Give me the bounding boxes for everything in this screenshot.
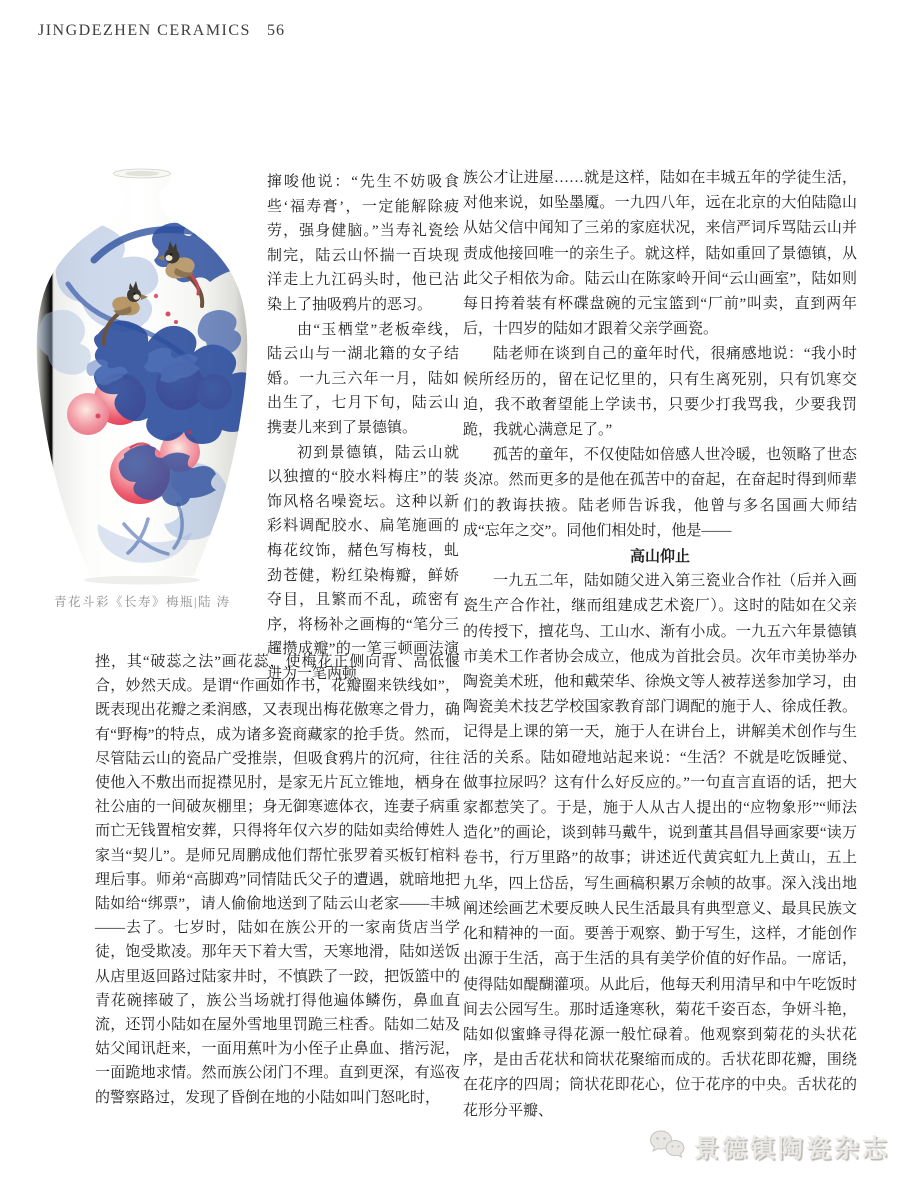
paragraph: 一九五二年，陆如随父进入第三瓷业合作社（后并入画瓷生产合作社，继而组建成艺术瓷厂）。这时的陆如在父亲的传授下，擅花鸟、工山水、渐有小成。一九五六年景德镇市美术工作者协会成立，他成为首批会员。次年市美协举办陶瓷美术班，他和戴荣华、徐焕文等人被荐送参加学习，由陶瓷美术技艺学校国家教育部门调配的施于人、徐成任教。记得是上课的第一天，施于人在讲台上，讲解美术创作与生活的关系。陆如磴地站起来说：“生活？不就是吃饭睡觉、做事拉尿吗？这有什么好反应的。”一句直言直语的话，把大家都惹笑了。于是，施于人从古人提出的“应物象形”“师法造化”的画论，谈到韩马戴牛，说到董其昌倡导画家要“读万卷书，行万里路”的故事；讲述近代黄宾虹九上黄山，五上九华，四上岱岳，写生画稿积累万余帧的故事。深入浅出地阐述绘画艺术要反映人民生活最具有典型意义、最具民族文化和精神的一面。要善于观察、勤于写生，这样，才能创作出源于生活，高于生活的具有美学价值的好作品。一席话，使得陆如醍醐灌项。从此后，他每天利用清早和中午吃饭时间去公园写生。那时适逢寒秋，菊花千姿百态，争妍斗艳，陆如似蜜蜂寻得花源一般忙碌着。他观察到菊花的头状花序，是由舌花状和筒状花聚缩而成的。舌状花即花瓣，围绕在花序的四周；筒状花即花心，位于花序的中央。舌状花的花形分平瓣、: [463, 573, 857, 1119]
watermark-label: 景德镇陶瓷杂志: [694, 1134, 891, 1163]
paragraph: 撺唆他说：“先生不妨吸食些‘福寿膏’，一定能解除疲劳，强身健脑。”当寿礼瓷绘制完，陆云山怀揣一百块现洋走上九江码头时，他已沾染上了抽吸鸦片的恶习。: [267, 174, 459, 313]
vase-illustration: [28, 164, 256, 588]
page-header: [38, 22, 285, 40]
paragraph: 孤苦的童年，不仅使陆如倍感人世冷暖，也领略了世态炎凉。然而更多的是他在孤苦中的奋起，在奋起时得到师辈们的教诲扶掖。陆老师告诉我，他曾与多名国画大师结成“忘年之交”。同他们相处时，他是——: [463, 447, 857, 539]
paragraph: 陆老师在谈到自己的童年时代，很痛感地说：“我小时候所经历的，留在记忆里的，只有生离死别，只有饥寒交迫，我不敢奢望能上学读书，只要少打我骂我，少要我罚跪，我就心满意足了。”: [463, 346, 857, 439]
wechat-chat-bubbles-icon: [648, 1128, 686, 1165]
left-column-lower: [95, 650, 460, 1110]
section-heading: 高山仰止: [629, 548, 690, 566]
magazine-watermark: [648, 1128, 890, 1165]
page-number: 56: [266, 22, 285, 39]
paragraph: 挫，其“破蕊之法”画花蕊，使梅花正侧向背、高低偃合，妙然天成。是谓“作画如作书，花瓣圈来铁线如”，既表现出花瓣之柔润感，又表现出梅花傲寒之骨力，确有“野梅”的特点，成为诸多瓷商藏家的抢手货。然而，尽管陆云山的瓷品广受推崇，但吸食鸦片的沉疴，往往使他入不敷出而捉襟见肘，是家无片瓦立锥地，栖身在社公庙的一间破灰棚里；身无御寒遮体衣，连妻子病重而亡无钱置棺安葬，只得将年仅六岁的陆如卖给傅姓人家当“契儿”。是师兄周鹏成他们帮忙张罗着买板钉棺料理后事。师弟“高脚鸡”同情陆氏父子的遭遇，就暗地把陆如给“绑票”，请人偷偷地送到了陆云山老家——丰城——去了。七岁时，陆如在族公开的一家南货店当学徒，饱受欺凌。那年天下着大雪，天寒地滑，陆如送饭从店里返回路过陆家井时，不慎跌了一跤，把饭篮中的青花碗摔破了，族公当场就打得他遍体鳞伤，鼻血直流，还罚小陆如在屋外雪地里罚跪三柱香。陆如二姑及姑父闻讯赶来，一面用蕉叶为小侄子止鼻血、揩污泥，一面跪地求情。然而族公闭门不理。直到更深，有巡夜的警察路过，发现了昏倒在地的小陆如叫门怒叱时，: [95, 654, 460, 1106]
paragraph: 族公才让进屋……就是这样，陆如在丰城五年的学徒生活，对他来说，如坠墨魇。一九四八年，远在北京的大伯陆隐山从姑父信中闻知了三弟的家庭状况，来信严词斥骂陆云山并责成他接回唯一的亲生子。就这样，陆如重回了景德镇，从此父子相依为命。陆云山在陈家岭开间“云山画室”，陆如则每日挎着装有杯碟盘碗的元宝篮到“厂前”叫卖，直到两年后，十四岁的陆如才跟着父亲学画瓷。: [463, 170, 857, 338]
column-beside-vase: [267, 170, 459, 686]
vase-photo: [28, 164, 256, 588]
figure-caption: 青花斗彩《长寿》梅瓶|陆 涛: [54, 595, 231, 609]
paragraph: 初到景德镇，陆云山就以独擅的“胶水料梅庄”的装饰风格名噪瓷坛。这种以新彩料调配胶水、扁笔施画的梅花纹饰，赭色写梅枝，虬劲苍健，粉红染梅瓣，鲜娇夺目，且繁而不乱，疏密有序，将杨补之画梅的“笔分三趯攒成瓣”的一笔三顿画法演进为一笔两顿: [267, 444, 459, 682]
paragraph: 由“玉栖堂”老板牵线，陆云山与一湖北籍的女子结婚。一九三六年一月，陆如出生了，七月下旬，陆云山携妻儿来到了景德镇。: [267, 321, 459, 436]
right-column: [463, 166, 857, 1124]
magazine-title: JINGDEZHEN CERAMICS: [38, 22, 251, 39]
